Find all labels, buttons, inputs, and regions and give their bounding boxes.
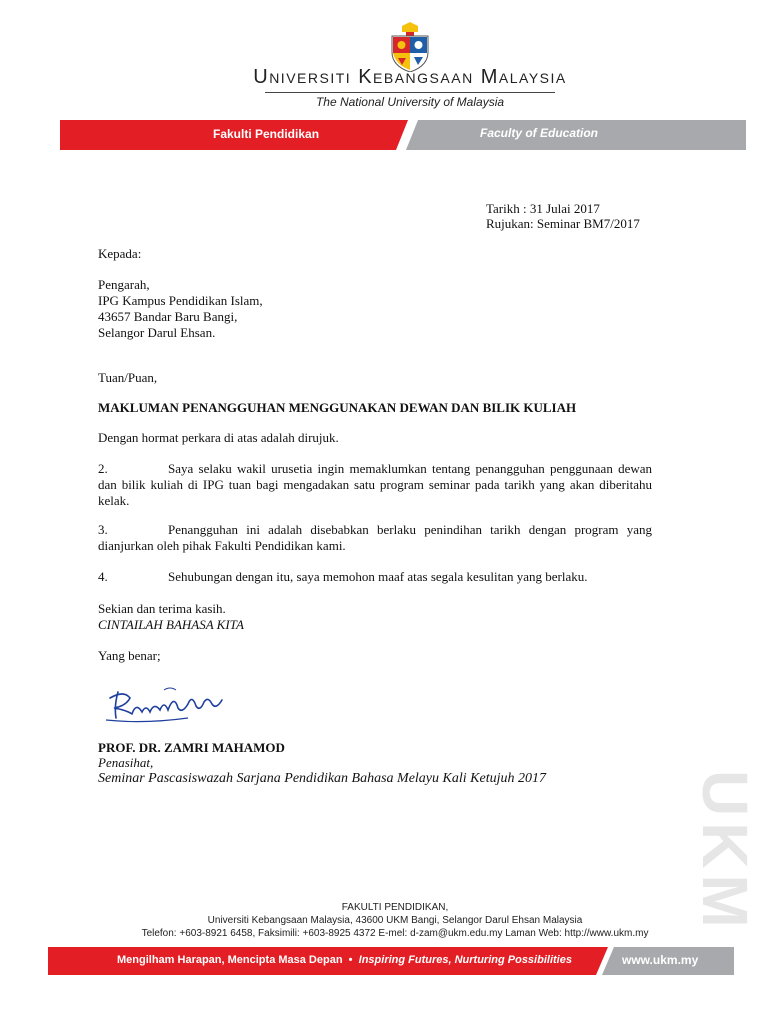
footer-address: Universiti Kebangsaan Malaysia, 43600 UKM Bangi, Selangor Darul Ehsan Malaysia: [207, 915, 583, 926]
signatory-name: PROF. DR. ZAMRI MAHAMOD: [98, 740, 285, 755]
paragraph-number: 4.: [98, 569, 108, 584]
paragraph-text: Saya selaku wakil urusetia ingin memaklumkan tentang penangguhan penggunaan dewan dan bilik kuliah di IPG tuan bagi mengadakan satu program seminar pada tarikh yang akan diberitahu kelak.: [98, 461, 652, 508]
paragraph-text: Sehubungan dengan itu, saya memohon maaf atas segala kesulitan yang berlaku.: [168, 569, 588, 584]
salutation: Tuan/Puan,: [98, 370, 158, 385]
slogan-malay: Mengilham Harapan, Mencipta Masa Depan: [117, 954, 343, 966]
motto: CINTAILAH BAHASA KITA: [98, 617, 244, 632]
faculty-banner: [60, 120, 746, 150]
footer-website: www.ukm.my: [622, 953, 699, 967]
sign-off: Yang benar;: [98, 648, 161, 663]
faculty-name-english: Faculty of Education: [480, 126, 599, 140]
faculty-name-malay: Fakulti Pendidikan: [213, 127, 320, 141]
university-crest-logo: [388, 22, 432, 72]
handwritten-signature: [104, 684, 234, 728]
paragraph-number: 3.: [98, 522, 108, 537]
paragraph-number: 2.: [98, 461, 108, 476]
header-rule: [265, 92, 555, 93]
slogan-separator: •: [345, 954, 356, 966]
paragraph-4: [98, 569, 652, 585]
signatory-role: Penasihat,: [98, 755, 154, 770]
signatory-event: Seminar Pascasiswazah Sarjana Pendidikan Bahasa Melayu Kali Ketujuh 2017: [98, 771, 546, 786]
recipient-line: IPG Kampus Pendidikan Islam,: [98, 293, 263, 308]
slogan-english: Inspiring Futures, Nurturing Possibilities: [358, 954, 572, 966]
paragraph-2: [98, 461, 652, 509]
university-name: Universiti Kebangsaan Malaysia: [253, 66, 567, 88]
footer-slogan: [117, 954, 572, 966]
footer-contacts: Telefon: +603-8921 6458, Faksimili: +603-8925 4372 E-mel: d-zam@ukm.edu.my Laman Web: http://www.ukm.my: [141, 928, 649, 939]
ukm-watermark: UKM: [689, 770, 761, 934]
letter-subject: MAKLUMAN PENANGGUHAN MENGGUNAKAN DEWAN DAN BILIK KULIAH: [98, 400, 577, 415]
recipient-line: Pengarah,: [98, 277, 150, 292]
letter-date: Tarikh : 31 Julai 2017: [486, 201, 600, 216]
closing-line: Sekian dan terima kasih.: [98, 601, 226, 616]
recipient-line: Selangor Darul Ehsan.: [98, 325, 216, 340]
opening-line: Dengan hormat perkara di atas adalah dirujuk.: [98, 430, 339, 445]
to-label: Kepada:: [98, 246, 142, 261]
university-tagline: The National University of Malaysia: [315, 95, 505, 109]
paragraph-text: Penangguhan ini adalah disebabkan berlaku penindihan tarikh dengan program yang dianjurkan oleh pihak Fakulti Pendidikan kami.: [98, 522, 652, 553]
footer-faculty: FAKULTI PENDIDIKAN,: [341, 902, 449, 913]
paragraph-3: [98, 522, 652, 554]
letter-reference: Rujukan: Seminar BM7/2017: [486, 216, 640, 231]
recipient-line: 43657 Bandar Baru Bangi,: [98, 309, 238, 324]
